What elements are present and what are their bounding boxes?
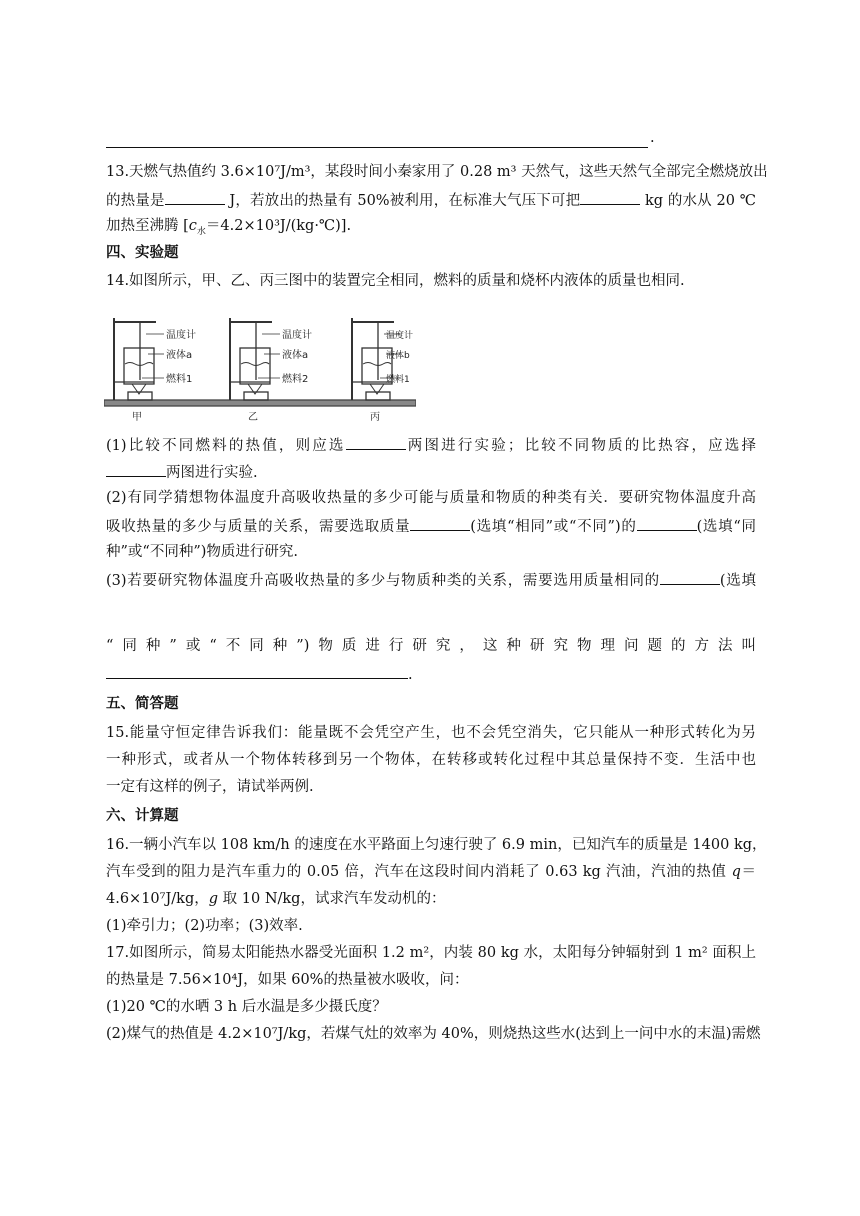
q14-blank-kind[interactable] <box>637 515 697 531</box>
q17-line-3: (1)20 ℃的水晒 3 h 后水温是多少摄氏度？ <box>106 999 387 1015</box>
label-thermometer-3: 温度计 <box>386 331 414 341</box>
q15-line-1: 15.能量守恒定律告诉我们：能量既不会凭空产生，也不会凭空消失，它只能从一种形式转化为另 <box>106 725 756 741</box>
q14-blank-mass[interactable] <box>410 515 470 531</box>
q13-line-3: 加热至沸腾 $[c_水=4.2\times 10^3J/(kg\cdot℃)]$. <box>106 218 352 237</box>
q13-line-1: 13.天燃气热值约 3.6×10⁷J/m³，某段时间小秦家用了 0.28 m³ 天然气，这些天然气全部完全燃烧放出 <box>106 164 768 180</box>
section-heading-experiment: 四、实验题 <box>106 244 179 261</box>
q17-line-2: 的热量是 7.56×10⁴J，如果 60%的热量被水吸收，问： <box>106 972 469 988</box>
label-fuel-1: 燃料1 <box>166 374 193 385</box>
q14-part3-line-1: (3)若要研究物体温度升高吸收热量的多少与物质种类的关系，需要选用质量相同的 (选填 <box>106 569 756 591</box>
label-liquid-2: 液体a <box>282 350 309 361</box>
q16-line-3: 4.6×10⁷J/kg，g 取 10 N/kg，试求汽车发动机的： <box>106 891 446 907</box>
section-heading-calculation: 六、计算题 <box>106 807 179 824</box>
q14-part1-line-2: 两图进行实验. <box>106 461 756 483</box>
label-liquid-3: 液体b <box>386 351 410 361</box>
apparatus-yi <box>230 318 280 400</box>
q14-intro: 14.如图所示，甲、乙、丙三图中的装置完全相同，燃料的质量和烧杯内液体的质量也相同. <box>106 273 685 289</box>
q14-part3-line-3: . <box>106 663 756 685</box>
period: . <box>650 130 655 146</box>
q17-line-1: 17.如图所示，简易太阳能热水器受光面积 1.2 m²，内装 80 kg 水，太阳每分钟辐射到 1 m² 面积上 <box>106 945 756 961</box>
q14-part2-line-1: (2)有同学猜想物体温度升高吸收热量的多少可能与质量和物质的种类有关．要研究物体温度升高 <box>106 490 756 506</box>
apparatus-figure <box>104 308 416 426</box>
q13-line-2: 的热量是 J，若放出的热量有 50%被利用，在标准大气压下可把 kg 的水从 20 ℃ <box>106 189 756 211</box>
apparatus-jia <box>114 318 164 400</box>
q16-line-1: 16.一辆小汽车以 108 km/h 的速度在水平路面上匀速行驶了 6.9 min，已知汽车的质量是 1400 kg， <box>106 837 767 853</box>
q13-blank-mass[interactable] <box>580 189 640 205</box>
section-heading-short-answer: 五、简答题 <box>106 695 179 712</box>
q14-part1-line-1: (1)比较不同燃料的热值，则应选 两图进行实验；比较不同物质的比热容，应选择 <box>106 434 756 456</box>
q14-part3-line-2: “同种”或“不同种”)物质进行研究，这种研究物理问题的方法叫 <box>106 638 756 654</box>
answer-blank-line <box>106 147 648 148</box>
caption-jia: 甲 <box>132 412 142 423</box>
caption-bing: 丙 <box>370 412 380 423</box>
q15-line-2: 一种形式，或者从一个物体转移到另一个物体，在转移或转化过程中其总量保持不变．生活中也 <box>106 752 756 768</box>
q15-line-3: 一定有这样的例子，请试举两例. <box>106 779 314 795</box>
q16-line-4: (1)牵引力；(2)功率；(3)效率. <box>106 918 303 934</box>
q14-blank-fuel-pair[interactable] <box>346 434 406 450</box>
label-thermometer-2: 温度计 <box>282 330 312 341</box>
label-liquid-1: 液体a <box>166 350 193 361</box>
q14-blank-substance-kind[interactable] <box>660 569 720 585</box>
label-fuel-3: 燃料1 <box>386 375 410 385</box>
label-thermometer-1: 温度计 <box>166 330 196 341</box>
q14-blank-method[interactable] <box>106 663 408 679</box>
caption-yi: 乙 <box>248 412 258 423</box>
q17-line-4: (2)煤气的热值是 4.2×10⁷J/kg，若煤气灶的效率为 40%，则烧热这些水(达到上一问中水的末温)需燃 <box>106 1026 761 1042</box>
q16-line-2: 汽车受到的阻力是汽车重力的 0.05 倍，汽车在这段时间内消耗了 0.63 kg 汽油，汽油的热值 q＝ <box>106 864 756 880</box>
q14-part2-line-3: 种”或“不同种”)物质进行研究. <box>106 544 299 560</box>
q14-blank-substance-pair[interactable] <box>106 461 166 477</box>
label-fuel-2: 燃料2 <box>282 374 309 385</box>
q14-part2-line-2: 吸收热量的多少与质量的关系，需要选取质量 (选填“相同”或“不同”)的 (选填“同 <box>106 515 756 537</box>
q13-blank-heat[interactable] <box>165 189 225 205</box>
